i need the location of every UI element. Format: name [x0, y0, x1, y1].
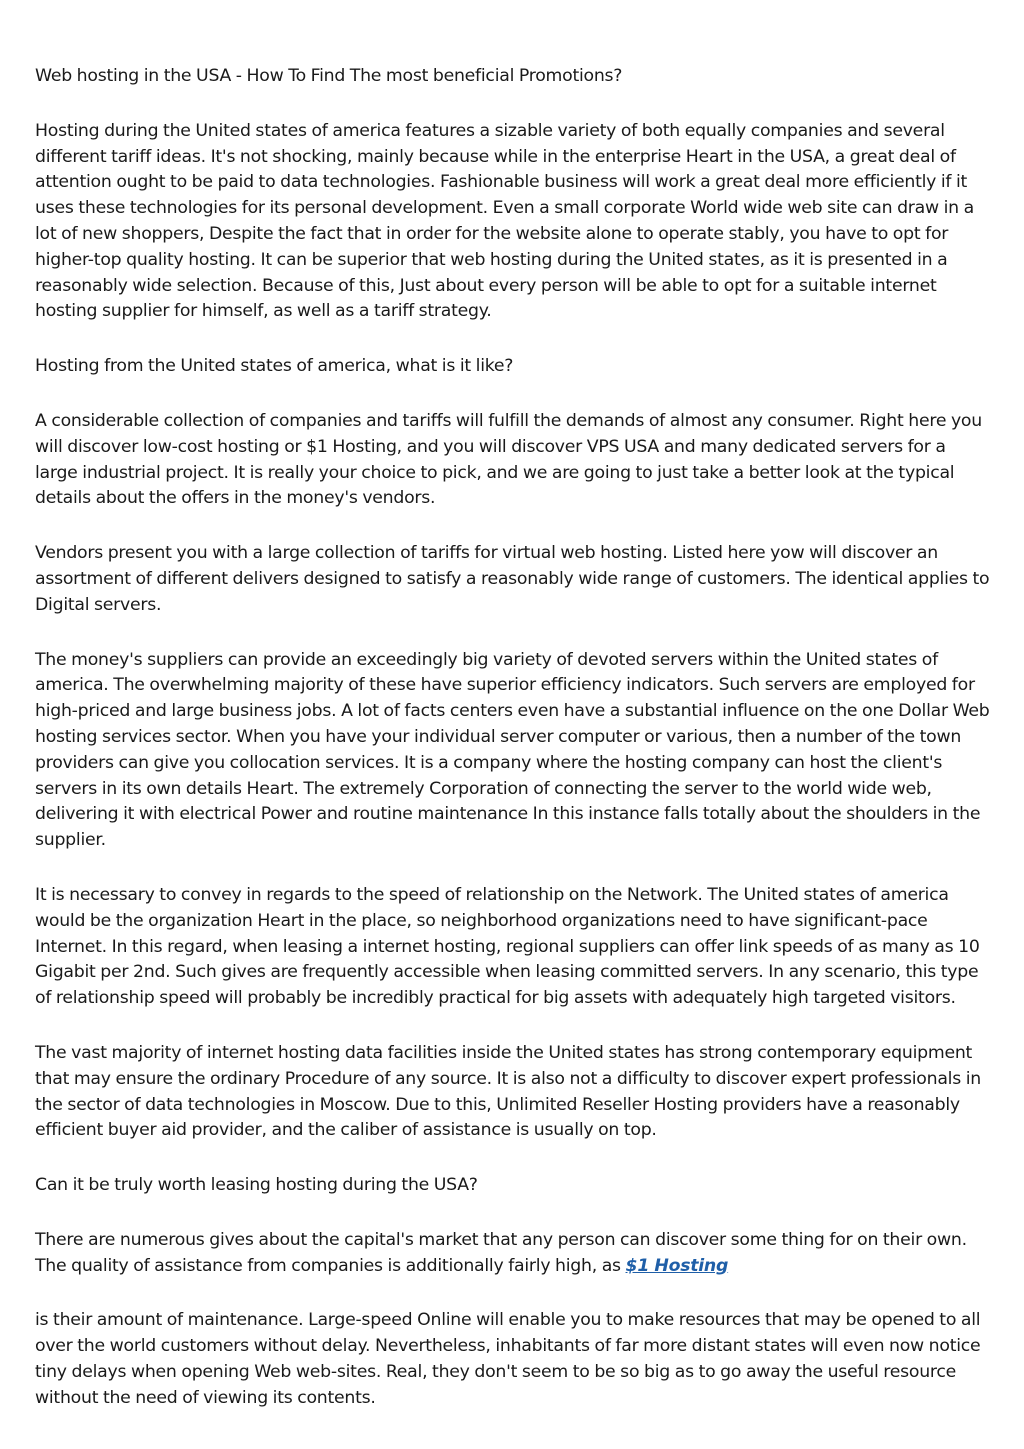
paragraph-intro: Hosting during the United states of america features a sizable variety of both equally companies and several different tariff ideas. It's not shocking, mainly because while in the enterprise Heart in the USA, a great deal of attention ought to be paid to data technologies. Fashionable business will work a great deal more efficiently if it uses these technologies for its personal development. Even a small corporate World wide web site can draw in a lot of new shoppers, Despite the fact that in order for the website alone to operate stably, you have to opt for higher-top quality hosting. It can be superior that web hosting during the United states, as it is presented in a reasonably wide selection. Because of this, Just about every person will be able to opt for a suitable internet hosting supplier for himself, as well as a tariff strategy.: [35, 120, 974, 322]
paragraph-final: is their amount of maintenance. Large-speed Online will enable you to make resources that may be opened to all over the world customers without delay. Nevertheless, inhabitants of far more distant states will even now notice tiny delays when opening Web web-sites. Real, they don't seem to be so big as to go away the useful resource without the need of viewing its contents.: [35, 1310, 981, 1408]
section-heading-what-is-it-like: Hosting from the United states of america, what is it like?: [35, 356, 514, 377]
section-heading-worth-leasing: Can it be truly worth leasing hosting during the USA?: [35, 1175, 478, 1196]
document-body: [35, 64, 991, 1441]
paragraph-network-speed: It is necessary to convey in regards to the speed of relationship on the Network. The United states of america would be the organization Heart in the place, so neighborhood organizations need to have significant-pace Internet. In this regard, when leasing a internet hosting, regional suppliers can offer link speeds of as many as 10 Gigabit per 2nd. Such gives are frequently accessible when leasing committed servers. In any scenario, this type of relationship speed will probably be incredibly practical for big assets with adequately high targeted visitors.: [35, 884, 980, 1009]
one-dollar-hosting-link[interactable]: $1 Hosting: [625, 1255, 729, 1276]
paragraph-vendors: Vendors present you with a large collection of tariffs for virtual web hosting. Listed here yow will discover an assortment of different delivers designed to satisfy a reasonably wide range of customers. The identical applies to Digital servers.: [35, 543, 990, 615]
paragraph-link-lead-text: There are numerous gives about the capital's market that any person can discover some thing for on their own. The quality of assistance from companies is additionally fairly high, as: [35, 1229, 967, 1276]
paragraph-data-facilities: The vast majority of internet hosting data facilities inside the United states has strong contemporary equipment that may ensure the ordinary Procedure of any source. It is also not a difficulty to discover expert professionals in the sector of data technologies in Moscow. Due to this, Unlimited Reseller Hosting providers have a reasonably efficient buyer aid provider, and the caliber of assistance is usually on top.: [35, 1042, 981, 1141]
paragraph-collection: A considerable collection of companies and tariffs will fulfill the demands of almost any consumer. Right here you will discover low-cost hosting or $1 Hosting, and you will discover VPS USA and many dedicated servers for a large industrial project. It is really your choice to pick, and we are going to just take a better look at the typical details about the offers in the money's vendors.: [35, 410, 982, 509]
document-title: Web hosting in the USA - How To Find The most beneficial Promotions?: [35, 66, 623, 86]
paragraph-with-link: [35, 1228, 991, 1280]
paragraph-dedicated-servers: The money's suppliers can provide an exceedingly big variety of devoted servers within the United states of america. The overwhelming majority of these have superior efficiency indicators. Such servers are employed for high-priced and large business jobs. A lot of facts centers even have a substantial influence on the one Dollar Web hosting services sector. When you have your individual server computer or various, then a number of the town providers can give you collocation services. It is a company where the hosting company can host the client's servers in its own details Heart. The extremely Corporation of connecting the server to the world wide web, delivering it with electrical Power and routine maintenance In this instance falls totally about the shoulders in the supplier.: [35, 649, 990, 851]
